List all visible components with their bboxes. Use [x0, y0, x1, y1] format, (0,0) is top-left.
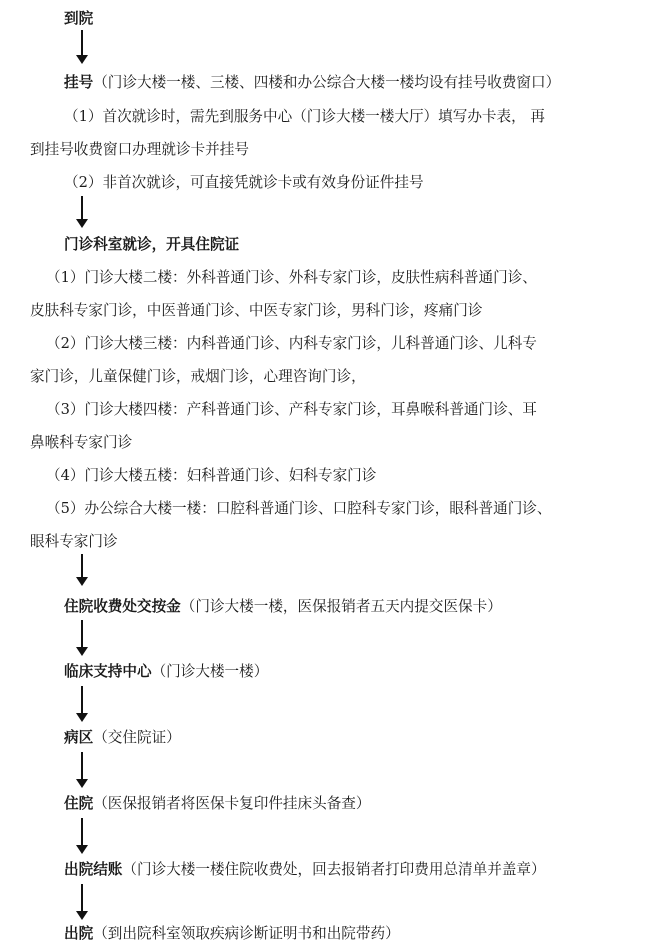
step-discharge: 出院（到出院科室领取疾病诊断证明书和出院带药）	[64, 925, 400, 942]
clinic-floor-5: （4）门诊大楼五楼：妇科普通门诊、妇科专家门诊	[46, 467, 377, 484]
arrow-down-icon	[76, 620, 88, 656]
step-hospitalization: 住院（医保报销者将医保卡复印件挂床头备查）	[64, 795, 371, 812]
step-discharge-settlement: 出院结账（门诊大楼一楼住院收费处，回去报销者打印费用总清单并盖章）	[64, 861, 546, 878]
step-outpatient-visit: 门诊科室就诊，开具住院证	[64, 236, 240, 253]
step-deposit: 住院收费处交按金（门诊大楼一楼，医保报销者五天内提交医保卡）	[64, 598, 502, 615]
clinic-floor-2-cont: 皮肤科专家门诊，中医普通门诊、中医专家门诊，男科门诊，疼痛门诊	[30, 302, 483, 319]
arrow-down-icon	[76, 196, 88, 228]
arrow-down-icon	[76, 686, 88, 722]
step-ward: 病区（交住院证）	[64, 729, 181, 746]
clinic-floor-4: （3）门诊大楼四楼：产科普通门诊、产科专家门诊，耳鼻喉科普通门诊、耳	[46, 401, 537, 418]
arrow-down-icon	[76, 752, 88, 788]
arrow-down-icon	[76, 30, 88, 64]
registration-note-1-cont: 到挂号收费窗口办理就诊卡并挂号	[30, 141, 249, 158]
step-registration: 挂号（门诊大楼一楼、三楼、四楼和办公综合大楼一楼均设有挂号收费窗口）	[64, 74, 561, 91]
clinic-office-building: （5）办公综合大楼一楼：口腔科普通门诊、口腔科专家门诊，眼科普通门诊、	[46, 500, 552, 517]
step-arrive: 到院	[64, 10, 94, 27]
registration-note-2: （2）非首次就诊，可直接凭就诊卡或有效身份证件挂号	[64, 174, 424, 191]
registration-note-1: （1）首次就诊时，需先到服务中心（门诊大楼一楼大厅）填写办卡表， 再	[64, 108, 545, 125]
arrow-down-icon	[76, 554, 88, 586]
arrow-down-icon	[76, 884, 88, 920]
clinic-office-building-cont: 眼科专家门诊	[30, 533, 118, 550]
clinic-floor-3-cont: 家门诊，儿童保健门诊，戒烟门诊，心理咨询门诊，	[30, 368, 366, 385]
clinic-floor-3: （2）门诊大楼三楼：内科普通门诊、内科专家门诊，儿科普通门诊、儿科专	[46, 335, 537, 352]
arrow-down-icon	[76, 818, 88, 854]
clinic-floor-4-cont: 鼻喉科专家门诊	[30, 434, 133, 451]
step-clinical-support: 临床支持中心（门诊大楼一楼）	[64, 663, 269, 680]
clinic-floor-2: （1）门诊大楼二楼：外科普通门诊、外科专家门诊，皮肤性病科普通门诊、	[46, 269, 537, 286]
